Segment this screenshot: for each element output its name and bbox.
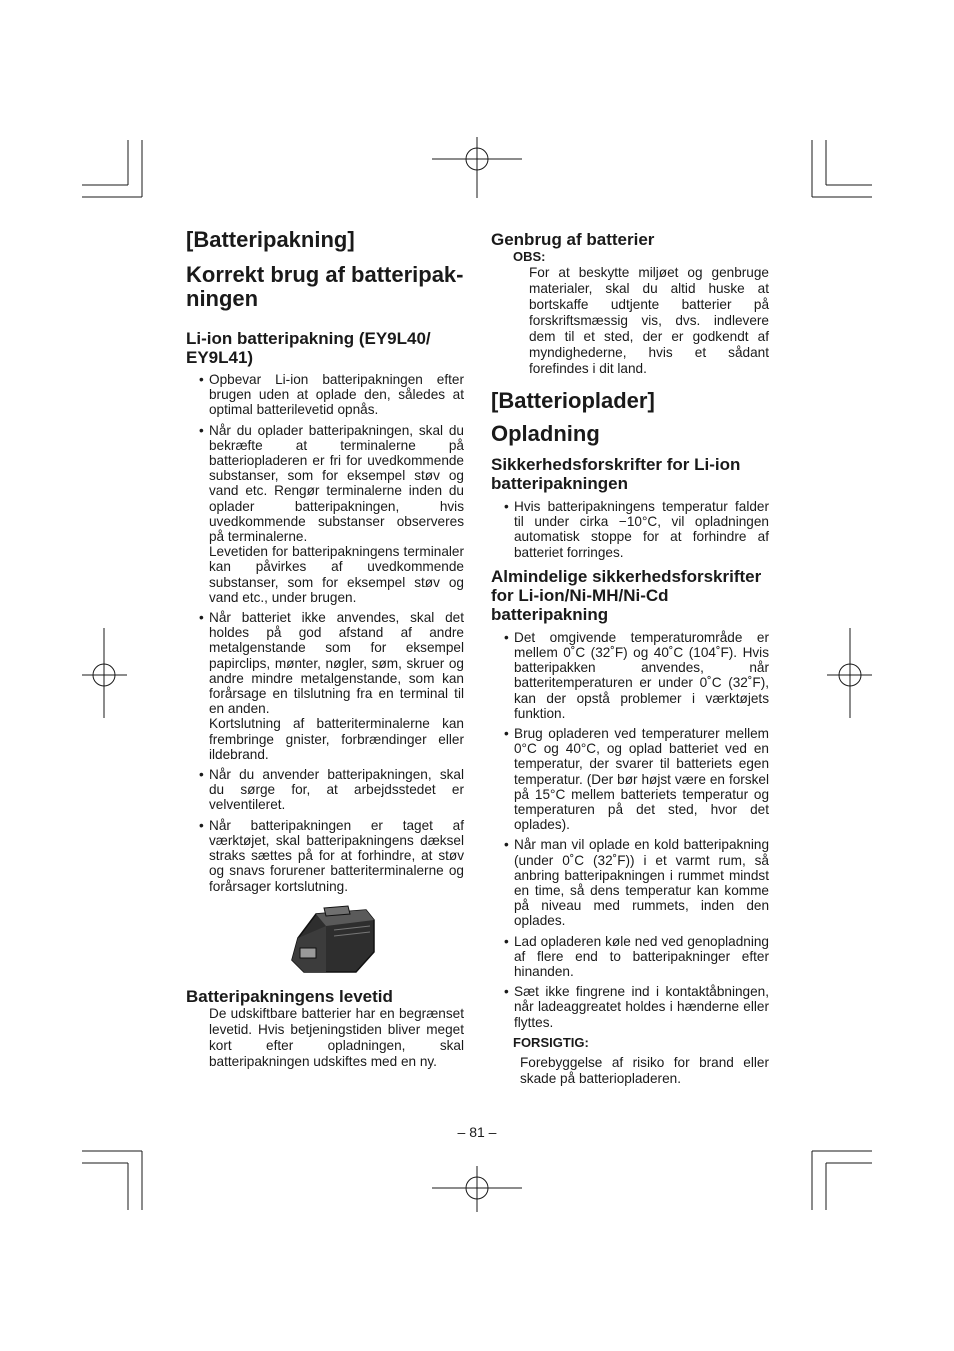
general-safety-list — [491, 630, 769, 1030]
battery-pack-illustration — [286, 902, 381, 977]
heading-correct-use: Korrekt brug af batteripak-ningen — [186, 262, 464, 311]
caution-text: Forebyggelse af risiko for brand eller skade på batteriopladeren. — [520, 1054, 769, 1086]
heading-liion-safety: Sikkerhedsforskrifter for Li-ion batteripakningen — [491, 455, 741, 493]
heading-liion-pack: Li-ion batteripakning (EY9L40/ EY9L41) — [186, 329, 431, 367]
section-title-charger: [Batterioplader] — [491, 388, 655, 413]
list-item: • Når batteriet ikke anvendes, skal det holdes på god afstand af andre metalgenstande som for eksempel papirclips, mønter, nøgler, søm, skruer og andre mindre metalgenstande, som kan forårsage en tilslutning fra en terminal til en anden. Kortslutning af batteriterminalerne kan frembringe gnister, forbrændinger eller ildebrand. — [186, 610, 464, 762]
list-item: • Hvis batteripakningens temperatur falder til under cirka −10°C, vil opladningen automatisk stoppe for at forhindre af batteriet forringes. — [491, 499, 769, 560]
right-column — [491, 226, 769, 1087]
list-item: • Brug opladeren ved temperaturer mellem 0°C og 40°C, og oplad batteriet ved en temperatur, der svarer til batteriets egen temperatur. (Der bør højst være en forskel på 15°C mellem batteriets temperatur og temperaturen på det sted, hvor det oplades). — [491, 726, 769, 832]
heading-battery-life: Batteripakningens levetid — [186, 986, 393, 1006]
list-item: • Når batteripakningen er taget af værktøjet, skal batteripakningens dæksel straks sættes på for at forhindre, at støv og snavs forurener batteriterminalerne og forårsager kortslutning. — [186, 818, 464, 894]
heading-general-safety: Almindelige sikkerhedsforskrifter for Li-ion/Ni-MH/Ni-Cd batteripakning — [491, 566, 762, 624]
list-item: • Sæt ikke fingrene ind i kontaktåbningen, når ladeaggreatet holdes i hænderne eller flyttes. — [491, 984, 769, 1030]
list-item: • Det omgivende temperaturområde er mellem 0˚C (32˚F) og 40˚C (104˚F). Hvis batteripakken anvendes, når batteritemperaturen er under 0˚C (32˚F), kan der opstå problemer i værktøjets funktion. — [491, 630, 769, 721]
list-item: • Når du oplader batteripakningen, skal du bekræfte at terminalerne på batteriopladeren er fri for uvedkommende substanser, som for eksempel støv og vand etc. Rengør terminalerne inden du oplader batteripakningen, hvis uvedkommende substanser observeres på terminalerne. Levetiden for batteripakningens terminaler kan påvirkes af uvedkommende substanser, som for eksempel støv og vand etc., under brugen. — [186, 423, 464, 605]
obs-label: OBS: — [513, 249, 546, 264]
list-item: • Når du anvender batteripakningen, skal du sørge for, at arbejdsstedet er velventileret. — [186, 767, 464, 813]
list-item: • Opbevar Li-ion batteripakningen efter brugen uden at oplade den, således at optimal batterilevetid opnås. — [186, 372, 464, 418]
list-item: • Lad opladeren køle ned ved genopladning af flere end to batteripakninger efter hinanden. — [491, 934, 769, 980]
heading-charging: Opladning — [491, 421, 600, 446]
liion-safety-list — [491, 499, 769, 560]
section-title-battery: [Batteripakning] — [186, 227, 355, 252]
list-item: • Når man vil oplade en kold batteripakning (under 0˚C (32˚F)) i et varmt rum, så anbring batteripakningen i rummet mindst en time, så dens temperatur kan komme på niveau med rummets, inden den oplades. — [491, 837, 769, 928]
heading-recycling: Genbrug af batterier — [491, 230, 655, 249]
left-column — [186, 226, 464, 1070]
page-number: – 81 – — [457, 1124, 497, 1140]
liion-bullet-list — [186, 372, 464, 894]
battery-life-text: De udskiftbare batterier har en begrænset levetid. Hvis betjeningstiden bliver meget kort efter opladningen, skal batteripakningen udskiftes med en ny. — [209, 1005, 464, 1069]
obs-text: For at beskytte miljøet og genbruge materialer, skal du altid huske at bortskaffe udtjente batterier på forskriftsmæssig vis, dvs. indlevere dem til et sted, der er godkendt af myndighederne, hvis et sådant forefindes i dit land. — [529, 265, 769, 376]
caution-label: FORSIGTIG: — [513, 1034, 589, 1050]
